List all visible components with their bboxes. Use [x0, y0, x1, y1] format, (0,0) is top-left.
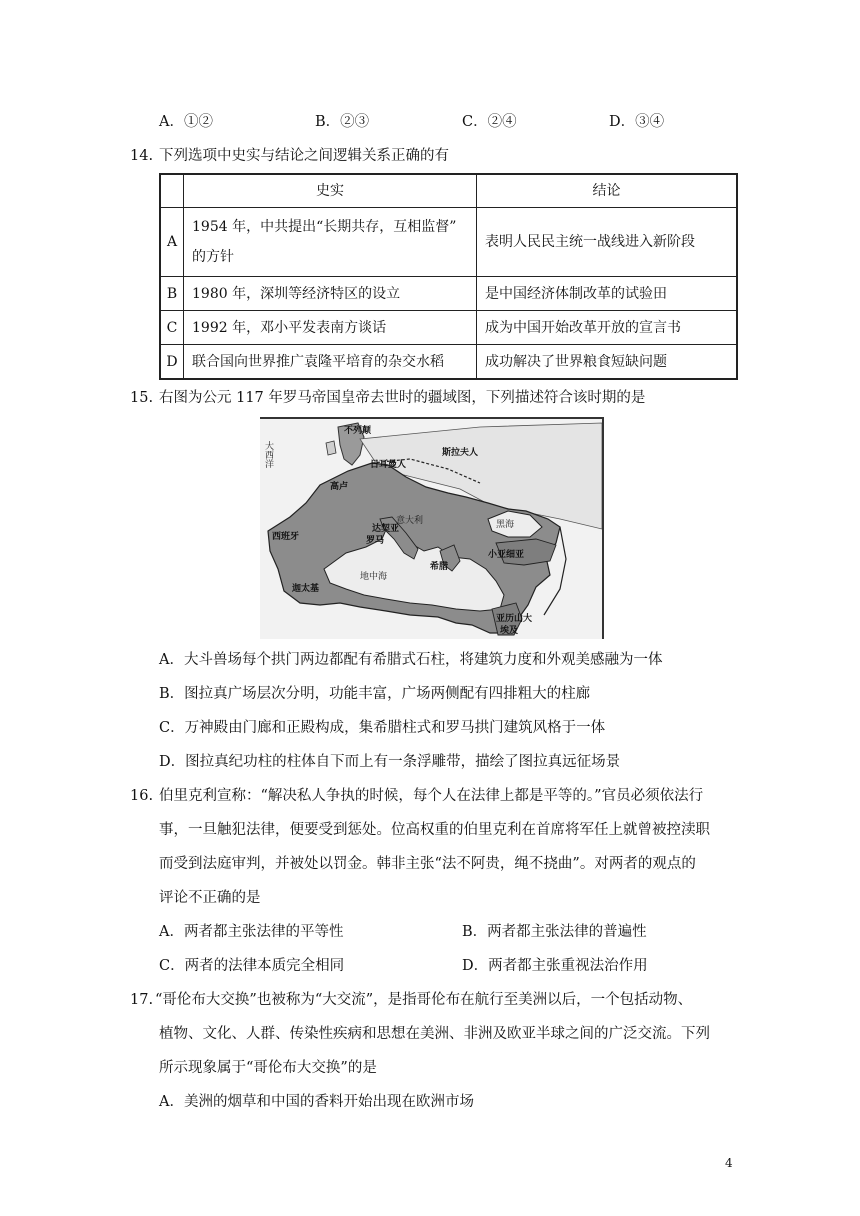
table-row [160, 311, 737, 345]
map-label-britain: 不列颠 [344, 426, 372, 436]
row-fact-line2: 的方针 [192, 249, 234, 265]
page-number: 4 [725, 1156, 733, 1170]
q16-line-3: 而受到法庭审判，并被处以罚金。韩非主张“法不阿贵，绳不挠曲”。对两者的观点的 [159, 856, 696, 872]
table-header-row [160, 174, 737, 208]
q16-number: 16. [130, 788, 154, 804]
map-label-germans: 日耳曼人 [370, 460, 407, 470]
map-label-egypt: 埃及 [500, 626, 519, 636]
q15-option-a: A．大斗兽场每个拱门两边都配有希腊式石柱，将建筑力度和外观美感融为一体 [159, 652, 663, 668]
row-key: A [160, 208, 184, 277]
q16-option-a: A．两者都主张法律的平等性 [159, 924, 344, 940]
q15-option-d: D．图拉真纪功柱的柱体自下而上有一条浮雕带，描绘了图拉真远征场景 [159, 754, 621, 770]
q16-option-b: B．两者都主张法律的普遍性 [462, 924, 647, 940]
map-label-asia-minor: 小亚细亚 [488, 550, 525, 560]
map-label-alexandria: 亚历山大 [496, 614, 533, 624]
table-row [160, 277, 737, 311]
q15-option-c: C．万神殿由门廊和正殿构成，集希腊柱式和罗马拱门建筑风格于一体 [159, 720, 606, 736]
q13-option-a: A．①② [159, 114, 213, 130]
q13-option-d: D．③④ [609, 114, 665, 130]
map-label-carthage: 迦太基 [292, 584, 320, 594]
table-row [160, 345, 737, 380]
q14-table [159, 173, 738, 380]
map-label-dacia: 达契亚 [372, 524, 400, 534]
map-figure [260, 419, 602, 639]
q16-line-2: 事，一旦触犯法律，便要受到惩处。位高权重的伯里克利在首席将军任上就曾被控渎职 [159, 822, 710, 838]
q13-option-c: C．②④ [462, 114, 517, 130]
q15-number: 15. [130, 390, 154, 406]
row-fact: 联合国向世界推广袁隆平培育的杂交水稻 [184, 345, 477, 380]
q16-option-c: C．两者的法律本质完全相同 [159, 958, 345, 974]
row-fact-line1: 1954 年，中共提出“长期共存，互相监督” [192, 219, 457, 235]
map-label-black-sea: 黑海 [496, 520, 515, 530]
table-header-fact: 史实 [184, 174, 477, 208]
table-header-conclusion: 结论 [477, 174, 738, 208]
map-label-greece: 希腊 [430, 562, 449, 572]
row-fact [184, 208, 477, 277]
q17-line-2: 植物、文化、人群、传染性疾病和思想在美洲、非洲及欧亚半球之间的广泛交流。下列 [159, 1026, 710, 1042]
map-label-atlantic: 大西洋 [263, 441, 273, 468]
map-label-italy: 意大利 [396, 516, 424, 526]
map-label-mediterranean: 地中海 [360, 572, 388, 582]
table-header-key [160, 174, 184, 208]
row-key: D [160, 345, 184, 380]
row-conclusion: 是中国经济体制改革的试验田 [477, 277, 738, 311]
row-fact: 1992 年，邓小平发表南方谈话 [184, 311, 477, 345]
q16-line-4: 评论不正确的是 [159, 890, 261, 906]
q16-line-1: 伯里克利宣称：“解决私人争执的时候，每个人在法律上都是平等的。”官员必须依法行 [159, 788, 704, 804]
row-conclusion: 成功解决了世界粮食短缺问题 [477, 345, 738, 380]
q17-line-1: “哥伦布大交换”也被称为“大交流”，是指哥伦布在航行至美洲以后，一个包括动物、 [155, 992, 693, 1008]
map-label-rome: 罗马 [366, 536, 385, 546]
map-label-gaul: 高卢 [330, 482, 349, 492]
q17-number: 17. [130, 992, 154, 1008]
q14-stem: 下列选项中史实与结论之间逻辑关系正确的有 [159, 148, 449, 164]
row-conclusion: 表明人民民主统一战线进入新阶段 [477, 208, 738, 277]
q17-line-3: 所示现象属于“哥伦布大交换”的是 [159, 1060, 377, 1076]
q15-option-b: B．图拉真广场层次分明，功能丰富，广场两侧配有四排粗大的柱廊 [159, 686, 591, 702]
row-fact: 1980 年，深圳等经济特区的设立 [184, 277, 477, 311]
q16-option-d: D．两者都主张重视法治作用 [462, 958, 648, 974]
q17-option-a: A．美洲的烟草和中国的香料开始出现在欧洲市场 [159, 1094, 474, 1110]
q13-option-b: B．②③ [315, 114, 370, 130]
map-label-slavs: 斯拉夫人 [442, 448, 479, 458]
row-conclusion: 成为中国开始改革开放的宣言书 [477, 311, 738, 345]
row-key: B [160, 277, 184, 311]
row-key: C [160, 311, 184, 345]
map-label-spain: 西班牙 [272, 532, 300, 542]
q15-stem: 右图为公元 117 年罗马帝国皇帝去世时的疆域图，下列描述符合该时期的是 [159, 390, 646, 406]
roman-empire-map [260, 417, 604, 639]
q14-number: 14. [130, 148, 154, 164]
table-row [160, 208, 737, 277]
